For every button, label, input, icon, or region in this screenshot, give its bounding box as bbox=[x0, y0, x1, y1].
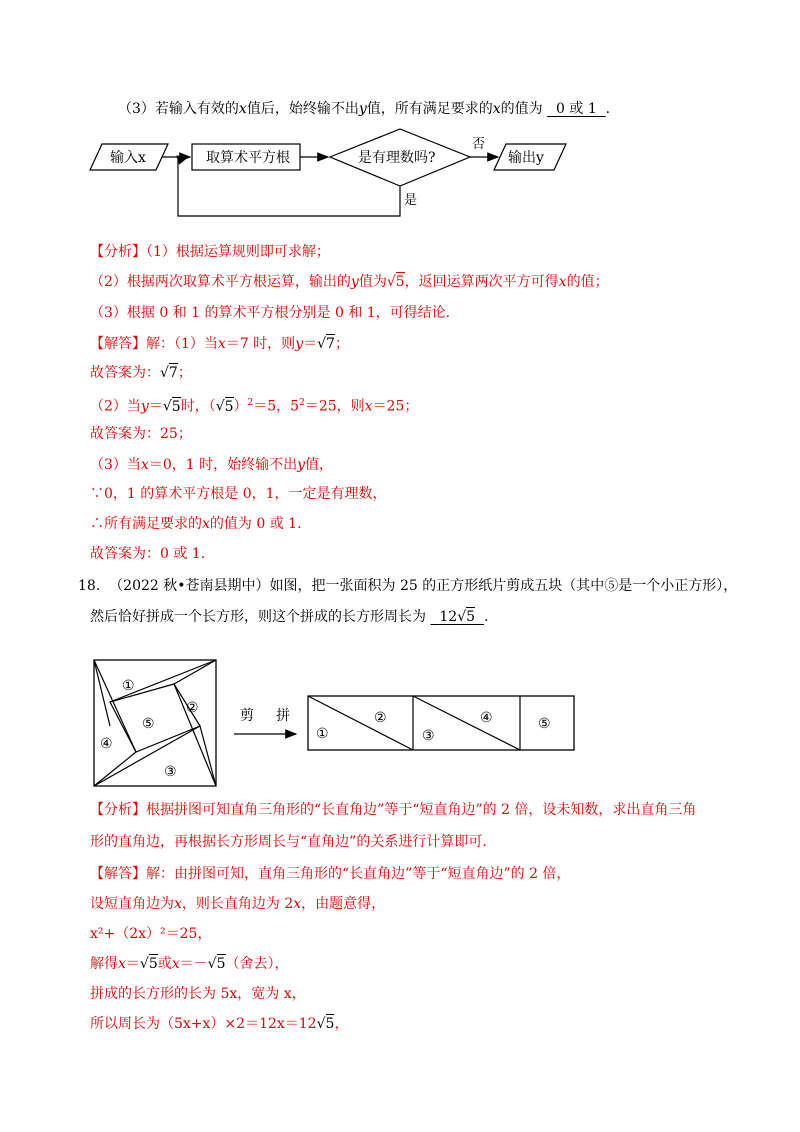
decision-label: 是有理数吗? bbox=[358, 150, 436, 166]
sqrt-5-a bbox=[163, 397, 181, 415]
sqrt-5-d bbox=[208, 954, 226, 972]
solution2-line4: 解得x＝√5或x＝－√5（舍去）， bbox=[90, 956, 289, 972]
rect-label-1: ① bbox=[316, 726, 329, 742]
analysis-line2: （2）根据两次取算术平方根运算，输出的y值为√5，返回运算两次平方可得x的值； bbox=[90, 274, 609, 290]
radical-sign: √ bbox=[139, 956, 149, 972]
radical-sign: √ bbox=[207, 956, 217, 972]
q3-prompt: （3）若输入有效的x值后，始终输不出y值，所有满足要求的x的值为 0 或 1 . bbox=[118, 101, 611, 117]
answer-blank: 0 或 1 bbox=[556, 101, 597, 117]
analysis-line3: （3）根据 0 和 1 的算术平方根分别是 0 和 1，可得结论. bbox=[90, 305, 451, 321]
q18-sqrt-5 bbox=[457, 607, 475, 625]
q18-number: 18. bbox=[78, 578, 101, 594]
radical-sign: √ bbox=[386, 274, 396, 290]
input-label: 输入x bbox=[110, 150, 146, 166]
solution-therefore: ∴所有满足要求的x的值为 0 或 1. bbox=[90, 516, 302, 532]
sqrt-5 bbox=[387, 272, 405, 290]
piece-label-3: ③ bbox=[164, 764, 177, 780]
rect-label-2: ② bbox=[374, 710, 387, 726]
cut-assemble-figure bbox=[90, 656, 590, 791]
rect-label-5: ⑤ bbox=[538, 716, 551, 732]
radicand: 5 bbox=[224, 398, 234, 415]
solution2-line2: 设短直角边为x，则长直角边为 2x，由题意得， bbox=[90, 896, 386, 912]
radical-sign: √ bbox=[215, 398, 225, 415]
analysis2-line2: 形的直角边，再根据长方形周长与“直角边”的关系进行计算即可. bbox=[90, 834, 487, 850]
radicand: 7 bbox=[326, 336, 335, 352]
solution-because: ∵0，1 的算术平方根是 0，1，一定是有理数， bbox=[90, 486, 387, 502]
process-label: 取算术平方根 bbox=[206, 150, 290, 166]
piece-label-1: ① bbox=[122, 678, 135, 694]
q18-answer-blank: 12√5 bbox=[439, 609, 476, 625]
radicand: 5 bbox=[171, 398, 181, 415]
solution2-line1: 【解答】解：由拼图可知，直角三角形的“长直角边”等于“短直角边”的 2 倍， bbox=[90, 866, 571, 882]
rect-label-4: ④ bbox=[480, 710, 493, 726]
sqrt-5-b bbox=[216, 397, 234, 415]
radicand: 5 bbox=[148, 956, 158, 972]
flowchart bbox=[80, 124, 580, 224]
q18-line2: 然后恰好拼成一个长方形，则这个拼成的长方形周长为 12√5 . bbox=[90, 609, 489, 625]
sqrt-5-e bbox=[317, 1014, 335, 1032]
solution2-line6: 所以周长为（5x+x）×2＝12x＝12√5， bbox=[90, 1016, 349, 1032]
analysis2-tag: 【分析】 bbox=[90, 802, 146, 818]
no-label: 否 bbox=[472, 137, 486, 152]
radical-sign: √ bbox=[317, 336, 327, 352]
assemble-label: 拼 bbox=[276, 708, 290, 724]
sqrt-7-answer bbox=[160, 363, 178, 381]
sqrt-7 bbox=[317, 334, 335, 352]
solution2-tag: 【解答】 bbox=[90, 866, 146, 882]
radical-sign: √ bbox=[316, 1016, 326, 1032]
radical-sign: √ bbox=[160, 365, 169, 381]
solution-tag: 【解答】 bbox=[90, 336, 146, 352]
analysis2-line1: 【分析】根据拼图可知直角三角形的“长直角边”等于“短直角边”的 2 倍，设未知数，求出直角三角 bbox=[90, 802, 697, 818]
piece-label-5: ⑤ bbox=[142, 716, 155, 732]
analysis-line1: 【分析】（1）根据运算规则即可求解； bbox=[90, 244, 330, 260]
radicand: 7 bbox=[168, 365, 178, 381]
solution-line2: （2）当y＝√5时，$(√5)^2=5$，$5^2=25$，则x＝25； bbox=[90, 398, 419, 415]
radicand: 5 bbox=[395, 274, 405, 290]
analysis-tag: 【分析】 bbox=[90, 244, 146, 260]
result-rectangle bbox=[308, 696, 574, 750]
solution2-eq1: x²+（2x）²＝25， bbox=[90, 926, 212, 942]
solution-line1: 【解答】解：（1）当x＝7 时，则y＝√7； bbox=[90, 336, 349, 352]
small-square bbox=[110, 684, 200, 752]
radical-sign: √ bbox=[162, 398, 172, 415]
solution2-line5: 拼成的长方形的长为 5x，宽为 x， bbox=[90, 986, 306, 1002]
sqrt-5-c bbox=[140, 954, 158, 972]
rect-label-3: ③ bbox=[422, 728, 435, 744]
solution-answer1: 故答案为：√7； bbox=[90, 365, 192, 381]
q18-line1: 18. （2022 秋•苍南县期中）如图，把一张面积为 25 的正方形纸片剪成五块（其中⑤是一个小正方形）， bbox=[78, 578, 738, 594]
radicand: 5 bbox=[216, 956, 226, 972]
loop-back-line bbox=[178, 160, 400, 216]
cut-label: 剪 bbox=[240, 708, 254, 724]
solution-answer2: 故答案为：25； bbox=[90, 426, 192, 442]
piece-label-2: ② bbox=[186, 700, 199, 716]
yes-label: 是 bbox=[404, 193, 418, 208]
radicand: 5 bbox=[466, 609, 476, 625]
solution-answer3: 故答案为：0 或 1. bbox=[90, 546, 206, 562]
radicand: 5 bbox=[325, 1016, 335, 1032]
radical-sign: √ bbox=[457, 609, 467, 625]
solution-line3: （3）当x＝0，1 时，始终输不出y值， bbox=[90, 457, 334, 473]
output-label: 输出y bbox=[508, 150, 544, 166]
piece-label-4: ④ bbox=[100, 736, 113, 752]
